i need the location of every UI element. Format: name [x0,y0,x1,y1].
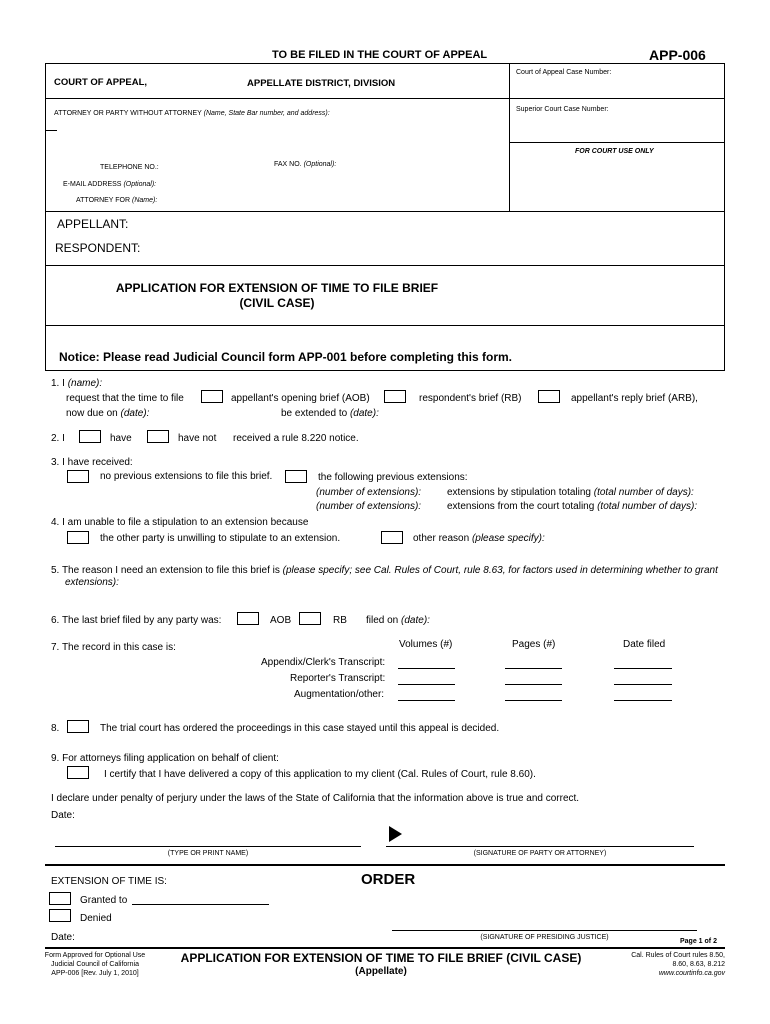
granted-checkbox[interactable] [49,892,71,905]
volumes-field[interactable] [398,700,455,701]
volumes-header: Volumes (#) [399,639,453,650]
aob-checkbox[interactable] [201,390,223,403]
extension-is-label: EXTENSION OF TIME IS: [51,876,167,887]
appellant-label: APPELLANT: [57,217,129,231]
last-aob-label: AOB [270,615,292,626]
attorney-label: ATTORNEY OR PARTY WITHOUT ATTORNEY (Name, State Bar number, and address): [54,110,330,117]
court-of-appeal-label: COURT OF APPEAL, [54,77,148,88]
item1-request: request that the time to file [66,393,184,404]
rules-label-2: 8.60, 8.63, 8.212 [672,961,725,968]
revision-label: APP-006 [Rev. July 1, 2010] [51,970,139,977]
record-row-label: Reporter's Transcript: [290,673,386,684]
date-filed-field[interactable] [614,668,672,669]
item4-label: 4. I am unable to file a stipulation to an extension because [51,517,309,528]
date-filed-field[interactable] [614,684,672,685]
denied-label: Denied [80,913,112,924]
arb-checkbox[interactable] [538,390,560,403]
footer-subtitle: (Appellate) [355,966,407,977]
granted-field[interactable] [132,904,269,905]
item5-hint: extensions): [65,577,119,588]
record-row-label: Appendix/Clerk's Transcript: [261,657,386,668]
pages-field[interactable] [505,668,562,669]
council-label: Judicial Council of California [51,961,139,968]
unwilling-checkbox[interactable] [67,531,89,544]
unwilling-label: the other party is unwilling to stipulate to an extension. [100,533,341,544]
other-reason-label: other reason (please specify): [413,533,545,544]
record-row-label: Augmentation/other: [294,689,385,700]
pages-field[interactable] [505,700,562,701]
court-extensions-label: extensions from the court totaling (total number of days): [447,501,698,512]
footer-divider [45,947,725,949]
aob-label: appellant's opening brief (AOB) [231,393,370,404]
rb-checkbox[interactable] [384,390,406,403]
last-rb-checkbox[interactable] [299,612,321,625]
signature-field[interactable] [386,846,694,847]
signature-party-caption: (SIGNATURE OF PARTY OR ATTORNEY) [473,850,607,857]
item3-label: 3. I have received: [51,457,133,468]
date-label: Date: [51,810,75,821]
extended-to-label: be extended to (date): [281,408,379,419]
form-subtitle: (CIVIL CASE) [239,296,315,310]
item7-label: 7. The record in this case is: [51,642,176,653]
stipulation-label: extensions by stipulation totaling (total number of days): [447,487,694,498]
filed-in-heading: TO BE FILED IN THE COURT OF APPEAL [272,49,488,61]
no-previous-label: no previous extensions to file this brief. [100,471,273,482]
denied-checkbox[interactable] [49,909,71,922]
order-divider [45,864,725,866]
certify-checkbox[interactable] [67,766,89,779]
stayed-checkbox[interactable] [67,720,89,733]
declaration-text: I declare under penalty of perjury under the laws of the State of California that the information above is true and correct. [51,793,580,804]
rules-label-1: Cal. Rules of Court rules 8.50, [631,952,725,959]
date-filed-field[interactable] [614,700,672,701]
volumes-field[interactable] [398,668,455,669]
item9-label: 9. For attorneys filing application on behalf of client: [51,753,279,764]
sign-arrow-icon [389,826,402,842]
order-title: ORDER [361,871,416,888]
item5-label: 5. The reason I need an extension to file this brief is (please specify; see Cal. Rules of Court, rule 8.63, for factors used in determining whether to grant [51,565,718,576]
form-title: APPLICATION FOR EXTENSION OF TIME TO FILE BRIEF [115,281,439,295]
no-previous-checkbox[interactable] [67,470,89,483]
have-not-checkbox[interactable] [147,430,169,443]
item2-label: 2. I [51,433,65,444]
notice-text: Notice: Please read Judicial Council form APP-001 before completing this form. [59,350,512,364]
last-aob-checkbox[interactable] [237,612,259,625]
following-label: the following previous extensions: [318,472,468,483]
pages-header: Pages (#) [512,639,556,650]
rb-label: respondent's brief (RB) [419,393,522,404]
have-not-label: have not [178,433,217,444]
have-label: have [110,433,132,444]
granted-label: Granted to [80,895,128,906]
district-division-label: APPELLATE DISTRICT, DIVISION [247,78,396,89]
date-filed-header: Date filed [623,639,666,650]
last-rb-label: RB [333,615,347,626]
form-code: APP-006 [649,47,706,63]
rule-notice-label: received a rule 8.220 notice. [233,433,359,444]
fax-label: FAX NO. (Optional): [274,161,337,168]
stayed-label: The trial court has ordered the proceedings in this case stayed until this appeal is decided. [100,723,500,734]
print-name-field[interactable] [55,846,361,847]
notice-box [45,326,725,371]
item6-label: 6. The last brief filed by any party was: [51,615,222,626]
arb-label: appellant's reply brief (ARB), [571,393,698,404]
approved-label: Form Approved for Optional Use [44,952,146,959]
filed-on-label: filed on (date): [366,615,430,626]
num-ext-1-label: (number of extensions): [316,487,422,498]
website-link[interactable]: www.courtinfo.ca.gov [658,970,725,977]
justice-signature-field[interactable] [392,930,697,931]
attorney-for-label: ATTORNEY FOR (Name): [76,197,158,204]
volumes-field[interactable] [398,684,455,685]
telephone-label: TELEPHONE NO.: [100,164,159,171]
email-label: E-MAIL ADDRESS (Optional): [63,181,157,188]
superior-case-number-label: Superior Court Case Number: [516,106,609,113]
order-date-label: Date: [51,932,75,943]
now-due-label: now due on (date): [66,408,150,419]
item1-label: 1. I (name): [51,378,103,389]
print-name-caption: (TYPE OR PRINT NAME) [167,850,249,857]
signature-justice-caption: (SIGNATURE OF PRESIDING JUSTICE) [480,934,609,941]
previous-extensions-checkbox[interactable] [285,470,307,483]
certify-label: I certify that I have delivered a copy of this application to my client (Cal. Rules of Court, rule 8.60). [104,769,536,780]
page-number: Page 1 of 2 [680,938,717,945]
respondent-label: RESPONDENT: [55,241,141,255]
court-use-label: FOR COURT USE ONLY [575,148,654,155]
footer-title: APPLICATION FOR EXTENSION OF TIME TO FILE BRIEF (CIVIL CASE) [180,951,582,965]
have-checkbox[interactable] [79,430,101,443]
num-ext-2-label: (number of extensions): [316,501,422,512]
other-reason-checkbox[interactable] [381,531,403,544]
pages-field[interactable] [505,684,562,685]
coa-case-number-label: Court of Appeal Case Number: [516,69,612,76]
item8-label: 8. [51,723,60,734]
